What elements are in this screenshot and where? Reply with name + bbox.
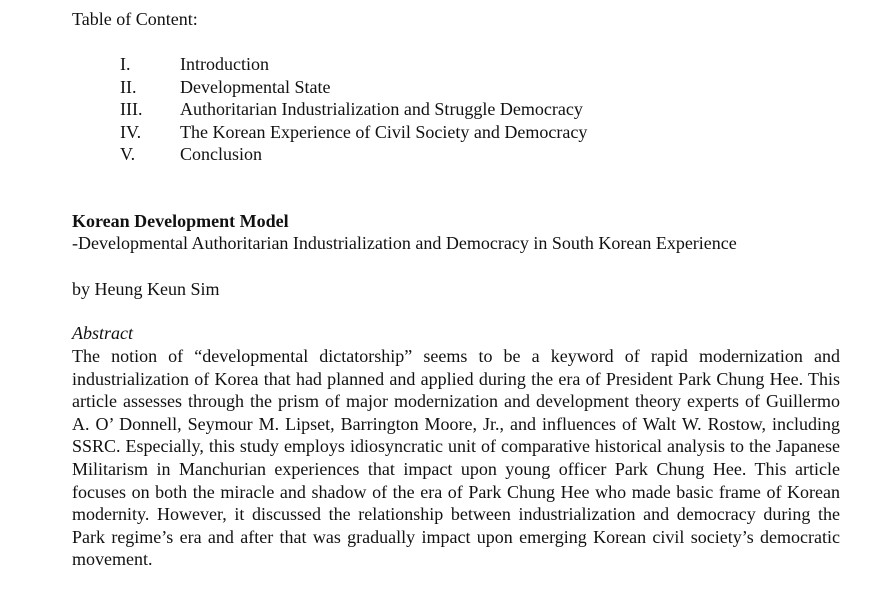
toc-item-introduction — [120, 53, 587, 76]
toc-item-number: IV. — [120, 121, 142, 142]
toc-title: Table of Content: — [72, 9, 198, 29]
toc-list — [120, 53, 587, 166]
toc-item-authoritarian-industrialization — [120, 98, 587, 121]
toc-item-developmental-state — [120, 76, 587, 99]
author-byline: by Heung Keun Sim — [72, 279, 220, 299]
toc-item-korean-experience — [120, 121, 587, 144]
toc-item-conclusion — [120, 143, 587, 166]
abstract-body: The notion of “developmental dictatorship” seems to be a keyword of rapid modernization and industrialization of Korea that had planned and applied during the era of President Park Chung Hee. This article assesses through the prism of major modernization and development theory experts of Guillermo A. O’ Donnell, Seymour M. Lipset, Barrington Moore, Jr., and influences of Walt W. Rostow, including SSRC. Especially, this study employs idiosyncratic unit of comparative historical analysis to the Japanese Militarism in Manchurian experiences that impact upon young officer Park Chung Hee. This article focuses on both the miracle and shadow of the era of Park Chung Hee who made basic frame of Korean modernity. However, it discussed the relationship between industrialization and democracy during the Park regime’s era and after that was gradually impact upon emerging Korean civil society’s democratic movement. — [72, 346, 840, 570]
abstract-heading: Abstract — [72, 323, 133, 343]
toc-item-number: III. — [120, 99, 143, 119]
toc-item-number: V. — [120, 144, 136, 164]
toc-item-label: Developmental State — [180, 76, 331, 97]
document-title: Korean Development Model — [72, 211, 289, 231]
toc-item-label: The Korean Experience of Civil Society and Democracy — [180, 121, 588, 142]
toc-item-number: II. — [120, 76, 137, 97]
toc-item-label: Introduction — [180, 54, 269, 74]
document-subtitle: -Developmental Authoritarian Industrialization and Democracy in South Korean Experience — [72, 233, 737, 253]
toc-item-number: I. — [120, 54, 131, 74]
toc-item-label: Authoritarian Industrialization and Struggle Democracy — [180, 99, 583, 119]
toc-item-label: Conclusion — [180, 144, 263, 164]
